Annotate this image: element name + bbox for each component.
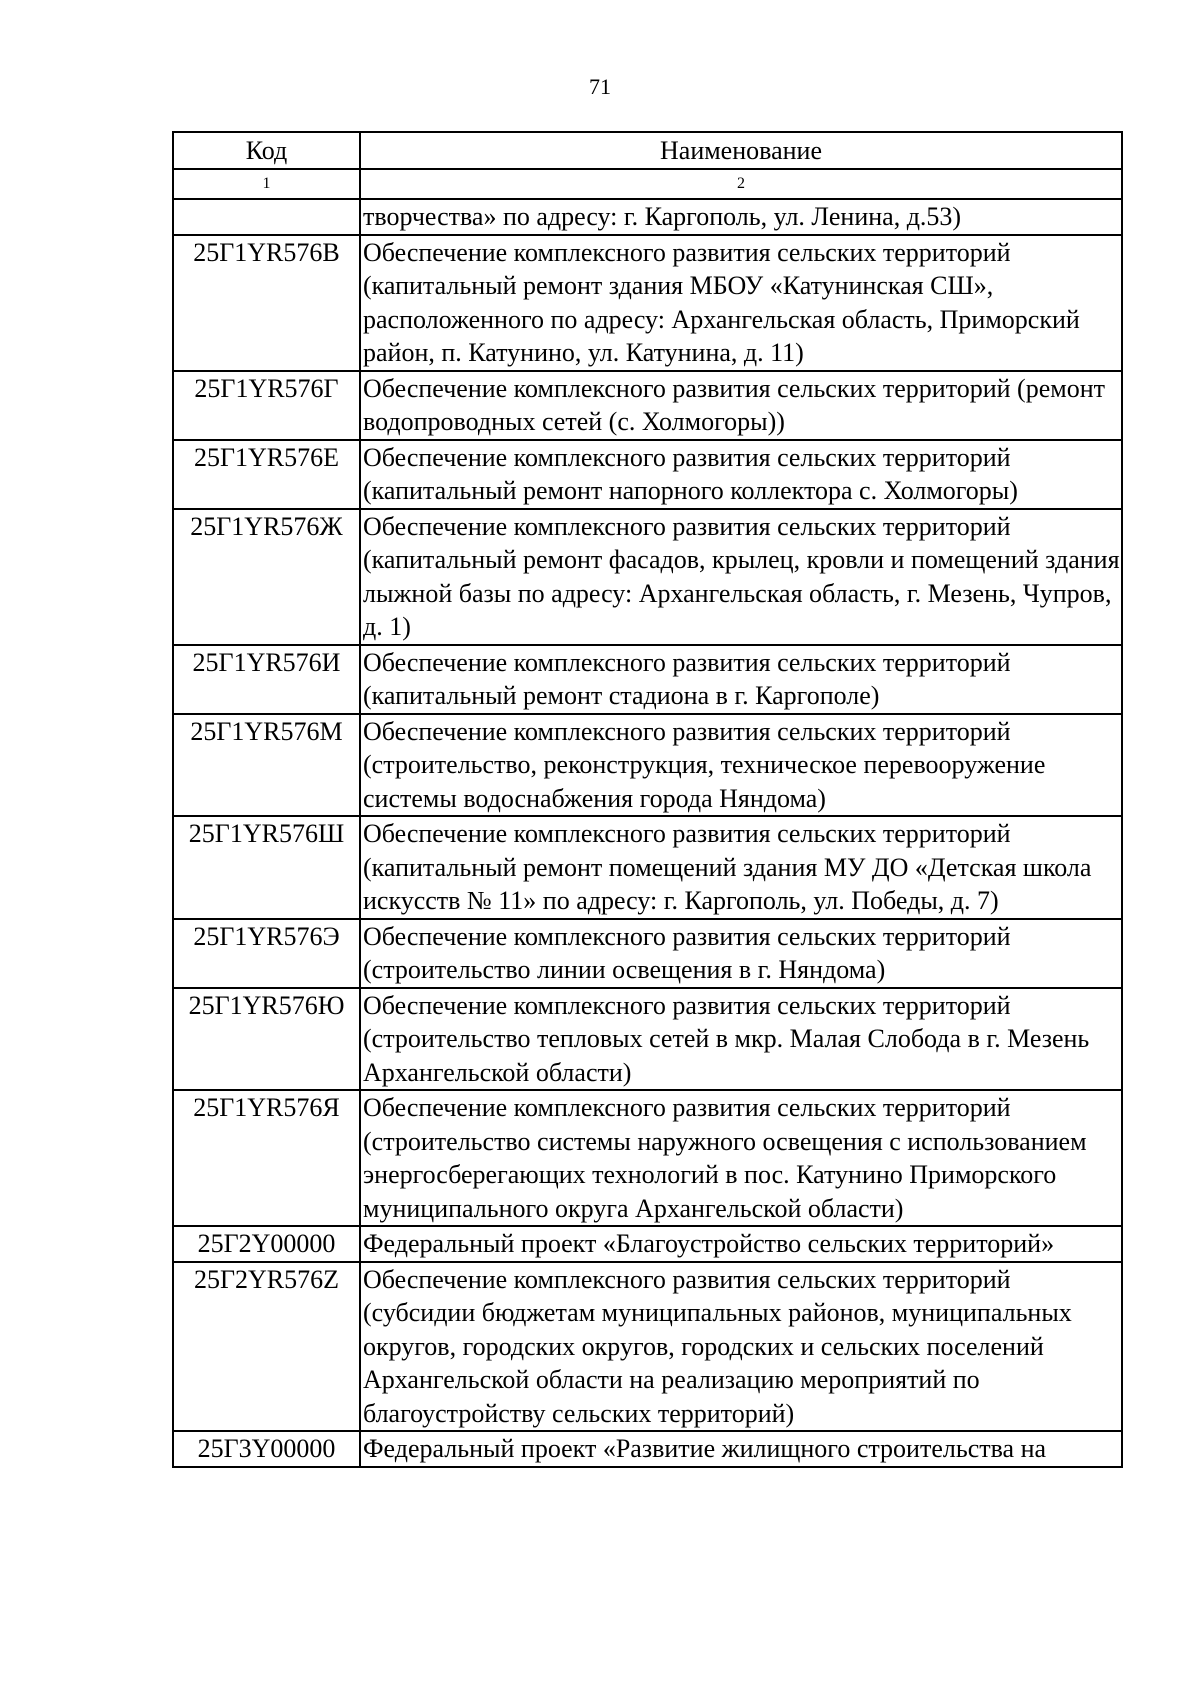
table-row — [173, 1431, 1122, 1467]
row-name: Обеспечение комплексного развития сельских территорий (капитальный ремонт здания МБОУ «Катунинская СШ», расположенного по адресу: Архангельская область, Приморский район, п. Катунино, ул. Катунина, д. 11) — [360, 235, 1122, 371]
table-row — [173, 440, 1122, 509]
row-name: Федеральный проект «Благоустройство сельских территорий» — [360, 1226, 1122, 1262]
column-number-row — [173, 169, 1122, 199]
row-name: Обеспечение комплексного развития сельских территорий (ремонт водопроводных сетей (с. Холмогоры)) — [360, 371, 1122, 440]
header-code: Код — [173, 132, 360, 169]
row-code: 25Г1YR576Ю — [173, 988, 360, 1091]
table-row — [173, 235, 1122, 371]
table-row — [173, 371, 1122, 440]
row-name: Обеспечение комплексного развития сельских территорий (строительство линии освещения в г. Няндома) — [360, 919, 1122, 988]
row-code: 25Г2YR576Z — [173, 1262, 360, 1432]
row-code: 25Г3Y00000 — [173, 1431, 360, 1467]
header-row — [173, 132, 1122, 169]
row-code: 25Г1YR576Ш — [173, 816, 360, 919]
row-name: Обеспечение комплексного развития сельских территорий (строительство, реконструкция, техническое перевооружение системы водоснабжения города Няндома) — [360, 714, 1122, 817]
row-name: Обеспечение комплексного развития сельских территорий (субсидии бюджетам муниципальных районов, муниципальных округов, городских округов, городских и сельских поселений Архангельской области на реализацию мероприятий по благоустройству сельских территорий) — [360, 1262, 1122, 1432]
row-code — [173, 199, 360, 235]
row-code: 25Г2Y00000 — [173, 1226, 360, 1262]
row-name: Обеспечение комплексного развития сельских территорий (капитальный ремонт стадиона в г. Каргополе) — [360, 645, 1122, 714]
row-name: Обеспечение комплексного развития сельских территорий (строительство тепловых сетей в мкр. Малая Слобода в г. Мезень Архангельской области) — [360, 988, 1122, 1091]
table-row — [173, 1262, 1122, 1432]
row-name: Обеспечение комплексного развития сельских территорий (строительство системы наружного освещения с использованием энергосберегающих технологий в пос. Катунино Приморского муниципального округа Архангельской области) — [360, 1090, 1122, 1226]
row-name: Обеспечение комплексного развития сельских территорий (капитальный ремонт фасадов, крылец, кровли и помещений здания лыжной базы по адресу: Архангельская область, г. Мезень, Чупров, д. 1) — [360, 509, 1122, 645]
row-code: 25Г1YR576Г — [173, 371, 360, 440]
table-row — [173, 988, 1122, 1091]
table-row — [173, 199, 1122, 235]
row-code: 25Г1YR576В — [173, 235, 360, 371]
table-row — [173, 1226, 1122, 1262]
column-number-name: 2 — [360, 169, 1122, 199]
row-name: Федеральный проект «Развитие жилищного строительства на — [360, 1431, 1122, 1467]
table-row — [173, 1090, 1122, 1226]
code-table — [172, 131, 1123, 1468]
row-code: 25Г1YR576Ж — [173, 509, 360, 645]
column-number-code: 1 — [173, 169, 360, 199]
table-row — [173, 816, 1122, 919]
row-name: Обеспечение комплексного развития сельских территорий (капитальный ремонт помещений здания МУ ДО «Детская школа искусств № 11» по адресу: г. Каргополь, ул. Победы, д. 7) — [360, 816, 1122, 919]
row-name: творчества» по адресу: г. Каргополь, ул. Ленина, д.53) — [360, 199, 1122, 235]
row-code: 25Г1YR576Е — [173, 440, 360, 509]
table-row — [173, 509, 1122, 645]
row-code: 25Г1YR576И — [173, 645, 360, 714]
page-number: 71 — [589, 74, 611, 99]
table-row — [173, 714, 1122, 817]
table-row — [173, 645, 1122, 714]
header-name: Наименование — [360, 132, 1122, 169]
table-row — [173, 919, 1122, 988]
row-code: 25Г1YR576Я — [173, 1090, 360, 1226]
row-name: Обеспечение комплексного развития сельских территорий (капитальный ремонт напорного коллектора с. Холмогоры) — [360, 440, 1122, 509]
row-code: 25Г1YR576Э — [173, 919, 360, 988]
row-code: 25Г1YR576М — [173, 714, 360, 817]
